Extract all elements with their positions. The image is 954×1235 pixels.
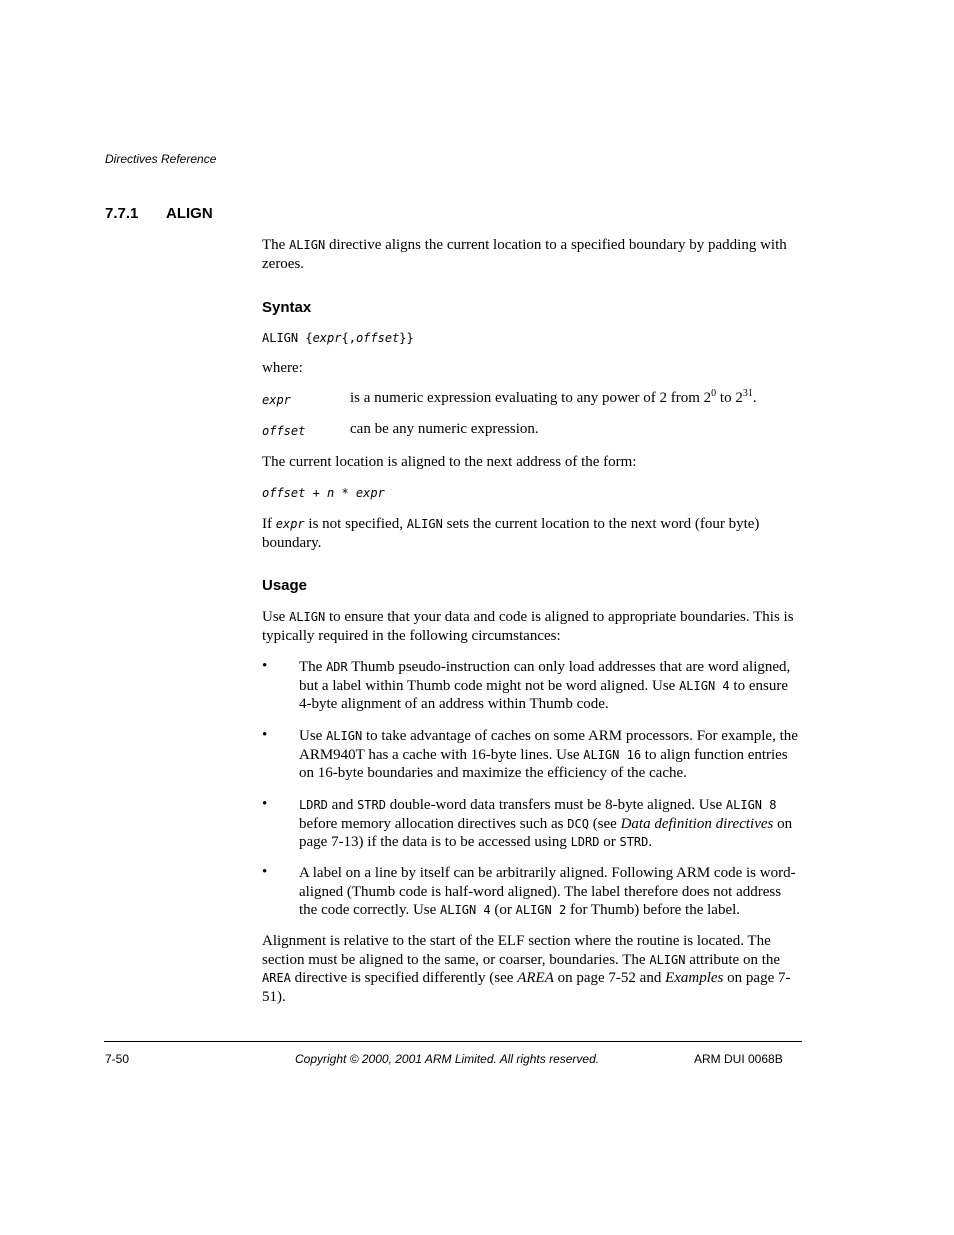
running-header: Directives Reference xyxy=(105,152,217,166)
term-offset-desc: can be any numeric expression. xyxy=(350,421,539,437)
bullet-text: A label on a line by itself can be arbitrarily aligned. Following ARM code is word-aligned (Thumb code is half-word aligned). The label therefore does not address the code correctly. Use ALIGN 4 (or ALIGN 2 for Thumb) before the label. xyxy=(299,865,796,919)
term-offset-row xyxy=(262,421,802,441)
code-align: ALIGN xyxy=(289,238,326,252)
bullet-marker: • xyxy=(262,658,268,674)
syntax-heading: Syntax xyxy=(262,299,312,316)
term-offset: offset xyxy=(262,424,306,438)
bullet-item-adr xyxy=(262,658,802,718)
xref-data-definition[interactable]: Data definition directives xyxy=(620,815,774,832)
bullet-text: Use ALIGN to take advantage of caches on some ARM processors. For example, the ARM940T has a cache with 16-byte lines. Use ALIGN 16 to align function entries on 16-byte boundaries and maximize the efficiency of the cache. xyxy=(299,728,798,782)
bullet-item-ldrd xyxy=(262,796,802,856)
copyright: Copyright © 2000, 2001 ARM Limited. All rights reserved. xyxy=(295,1052,600,1066)
page-number: 7-50 xyxy=(105,1052,130,1066)
term-expr-desc: is a numeric expression evaluating to any power of 2 from $2^0$ to $2^{31}$. xyxy=(350,388,757,406)
form-code: offset + n * expr xyxy=(262,486,385,500)
syntax-code: ALIGN {expr{,offset}} xyxy=(262,331,414,345)
section-number: 7.7.1 xyxy=(105,205,139,222)
bullet-marker: • xyxy=(262,727,268,743)
bullet-text: The ADR Thumb pseudo-instruction can only load addresses that are word aligned, but a label within Thumb code might not be word aligned. Use ALIGN 4 to ensure 4-byte alignment of an address within Thumb code. xyxy=(299,659,791,713)
closing-paragraph: Alignment is relative to the start of the ELF section where the routine is located. The section must be aligned to the same, or coarser, boundaries. The ALIGN attribute on the AREA directive is specified differently (see AREA on page 7-52 and Examples on page 7-51). xyxy=(262,933,791,1006)
usage-intro: Use ALIGN to ensure that your data and code is aligned to appropriate boundaries. This is typically required in the following circumstances: xyxy=(262,609,794,644)
bullet-item-label xyxy=(262,864,802,924)
xref-area[interactable]: AREA xyxy=(517,970,554,987)
bullet-marker: • xyxy=(262,864,268,880)
usage-heading: Usage xyxy=(262,577,308,594)
if-paragraph: If expr is not specified, ALIGN sets the current location to the next word (four byte) boundary. xyxy=(262,516,760,551)
term-expr: expr xyxy=(262,393,291,407)
bullet-marker: • xyxy=(262,796,268,812)
xref-examples[interactable]: Examples xyxy=(665,970,724,987)
section-title: ALIGN xyxy=(166,205,213,222)
doc-id: ARM DUI 0068B xyxy=(694,1052,783,1066)
bullet-item-caches xyxy=(262,727,802,787)
footer-rule xyxy=(104,1041,802,1042)
intro-paragraph: The ALIGN directive aligns the current location to a specified boundary by padding with zeroes. xyxy=(262,237,787,272)
form-text: The current location is aligned to the next address of the form: xyxy=(262,454,637,470)
where-label: where: xyxy=(262,360,303,376)
term-expr-row xyxy=(262,390,802,410)
bullet-text: LDRD and STRD double-word data transfers must be 8-byte aligned. Use ALIGN 8 before memory allocation directives such as DCQ (see Data definition directives on page 7-13) if the data is to be accessed using LDRD or STRD. xyxy=(299,797,793,851)
